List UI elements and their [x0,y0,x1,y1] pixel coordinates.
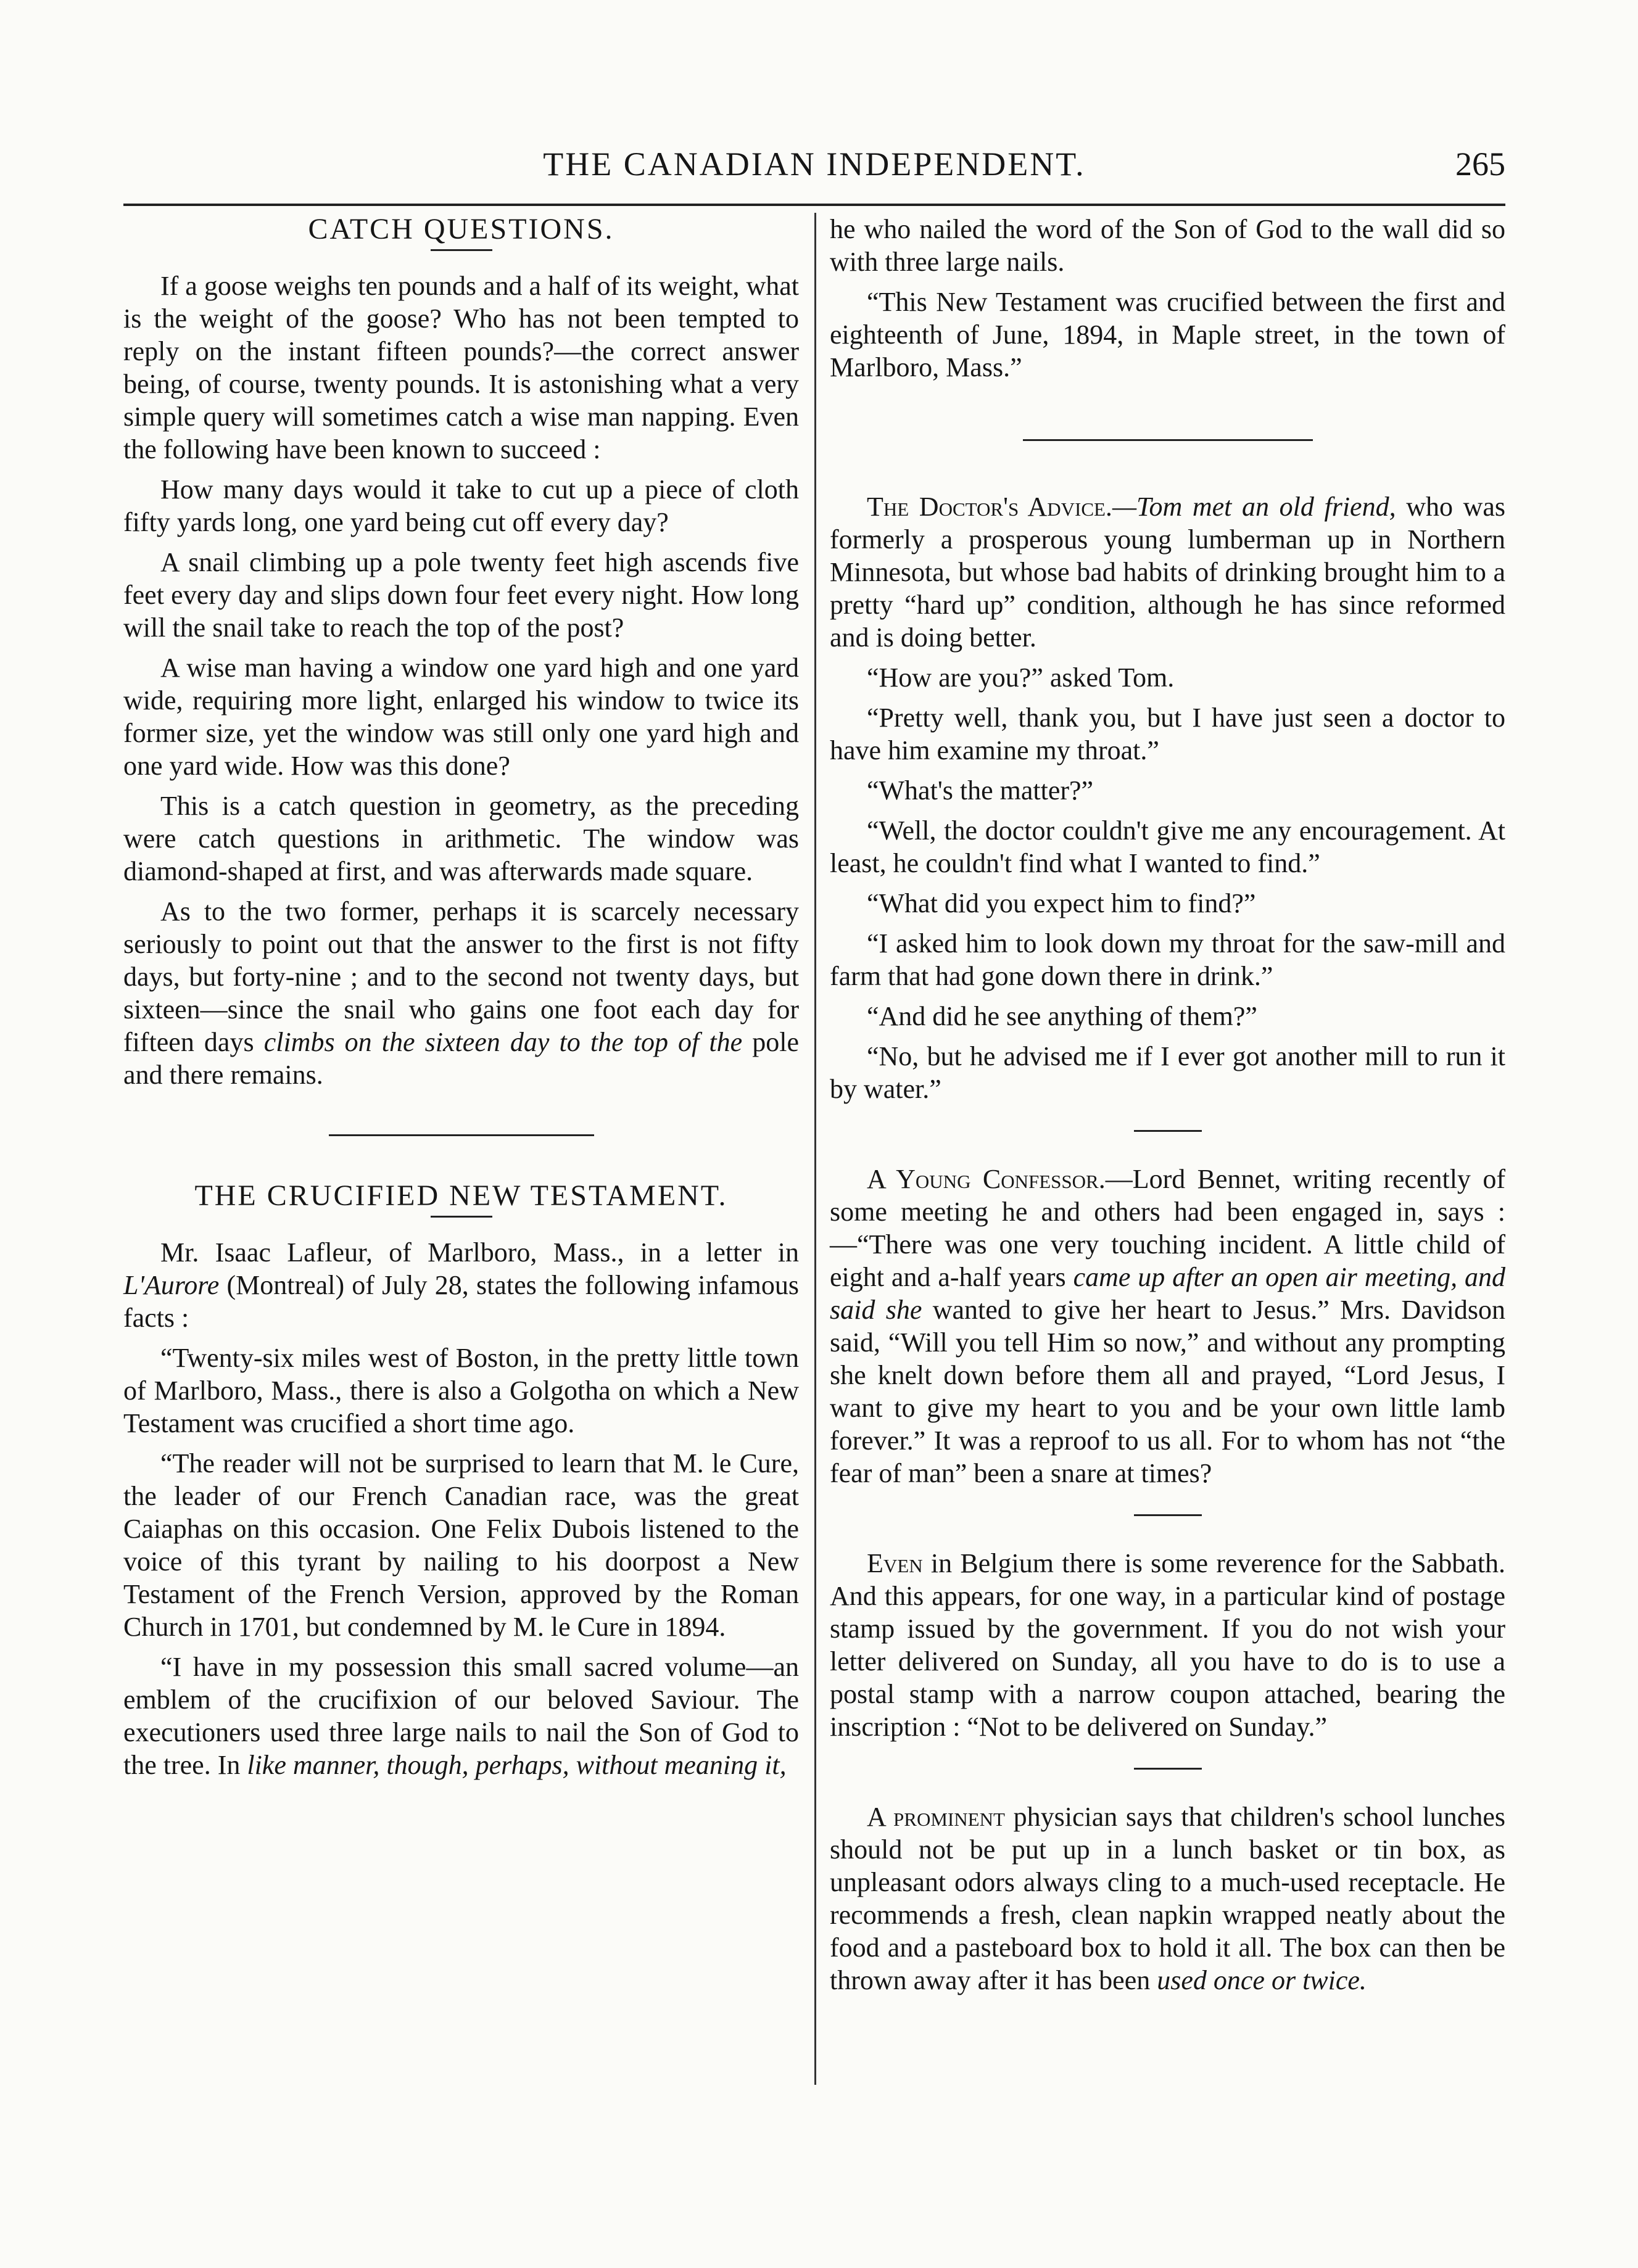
paragraph [830,1547,1505,1743]
paragraph: “What did you expect him to find?” [867,888,1256,918]
section-rule [329,1134,594,1136]
text-run: pole and there remains. [123,1027,799,1090]
section-rule [1134,1130,1202,1132]
run-in-heading: The Doctor's Advice. [867,492,1112,522]
section-rule [1134,1514,1202,1516]
text-run: —Lord Bennet, writing recently of some meeting he and others had been engaged in, says :—“There was one very touching incident. A little child of eight and a-half years [830,1164,1505,1292]
paragraph: “The reader will not be surprised to learn that M. le Cure, the leader of our French Canadian race, was the great Caiaphas on this occasion. One Felix Dubois listened to the voice of this tyrant by nailing to his doorpost a New Testament of the French Version, approved by the Roman Church in 1701, but condemned by M. le Cure in 1894. [123,1448,799,1642]
paragraph: “Pretty well, thank you, but I have just seen a doctor to have him examine my throat.” [830,703,1505,765]
run-in-heading: A Young Confessor. [867,1164,1106,1194]
running-header [123,139,1505,207]
section-heading-crucified: THE CRUCIFIED NEW TESTAMENT. [194,1179,728,1212]
paragraph: “What's the matter?” [867,775,1094,806]
italic-run: came up after an open air meeting, and said she [830,1262,1505,1325]
heading-rule [431,249,492,251]
run-in-heading: A prominent [867,1802,1005,1832]
paragraph [830,490,1505,654]
paragraph: “Twenty-six miles west of Boston, in the pretty little town of Marlboro, Mass., there is also a Golgotha on which a New Testament was crucified a short time ago. [123,1343,799,1438]
right-column [830,213,1505,1997]
paragraph [830,1800,1505,1997]
italic-run: used once or twice. [1157,1965,1367,1995]
paragraph: A wise man having a window one yard high and one yard wide, requiring more light, enlarged his window to twice its former size, yet the window was still only one yard high and one yard wide. How was this done? [123,653,799,781]
header-rule [123,204,1505,206]
paragraph: “This New Testament was crucified between the first and eighteenth of June, 1894, in Maple street, in the town of Marlboro, Mass.” [830,287,1505,382]
section-rule [1134,1768,1202,1770]
text-run: wanted to give her heart to Jesus.” Mrs. Davidson said, “Will you tell Him so now,” and without any prompting she knelt down before them all and prayed, “Lord Jesus, I want to give my heart to you and be your own little lamb forever.” It was a reproof to us all. For to whom has not “the fear of man” been a snare at times? [830,1295,1506,1488]
paragraph: A snail climbing up a pole twenty feet high ascends five feet every day and slips down four feet every night. How long will the snail take to reach the top of the post? [123,547,799,643]
text-run: As to the two former, perhaps it is scarcely necessary seriously to point out that the answer to the first is not fifty days, but forty-nine ; and to the second not twenty days, but sixteen—since the snail who gains one foot each day for fifteen days [123,896,799,1057]
paragraph: This is a catch question in geometry, as the preceding were catch questions in arithmetic. The window was diamond-shaped at first, and was afterwards made square. [123,791,799,886]
text-run: physician says that children's school lunches should not be put up in a lunch basket or tin box, as unpleasant odors always cling to a much-used receptacle. He recommends a fresh, clean napkin wrapped neatly about the food and a pasteboard box to hold it all. The box can then be thrown away after it has been [830,1802,1505,1995]
paragraph [830,1163,1505,1490]
paragraph: “How are you?” asked Tom. [867,662,1175,693]
column-divider [814,213,816,2085]
section-rule [1023,439,1313,441]
page-number: 265 [1455,146,1505,183]
paragraph: “I asked him to look down my throat for the saw-mill and farm that had gone down there in drink.” [830,928,1505,991]
paragraph: “No, but he advised me if I ever got another mill to run it by water.” [830,1041,1505,1104]
run-in-heading: Even [867,1548,923,1578]
text-run: in Belgium there is some reverence for the Sabbath. And this appears, for one way, in a particular kind of postage stamp issued by the government. If you do not wish your letter delivered on Sunday, all you have to do is to use a postal stamp with a narrow coupon attached, bearing the inscription : “Not to be delivered on Sunday.” [830,1548,1505,1742]
italic-run: L'Aurore [123,1270,220,1300]
paragraph [123,895,799,1091]
paragraph: “Well, the doctor couldn't give me any encouragement. At least, he couldn't find what I wanted to find.” [830,815,1505,878]
left-column [123,213,799,1781]
paragraph: he who nailed the word of the Son of God to the wall did so with three large nails. [830,214,1505,277]
text-run: who was formerly a prosperous young lumberman up in Northern Minnesota, but whose bad habits of drinking brought him to a pretty “hard up” condition, although he has since reformed and is doing better. [830,492,1506,653]
italic-run: climbs on the sixteen day to the top of the [263,1027,743,1057]
paragraph: How many days would it take to cut up a piece of cloth fifty yards long, one yard being cut off every day? [123,474,799,537]
paragraph: If a goose weighs ten pounds and a half of its weight, what is the weight of the goose? Who has not been tempted to reply on the instant fifteen pounds?—the correct answer being, of course, twenty pounds. It is astonishing what a very simple query will sometimes catch a wise man napping. Even the following have been known to succeed : [123,271,799,464]
text-run: “I have in my possession this small sacred volume—an emblem of the crucifixion of our beloved Saviour. The executioners used three large nails to nail the Son of God to the tree. In [123,1652,799,1780]
journal-title: THE CANADIAN INDEPENDENT. [543,146,1086,183]
section-heading-catch-questions: CATCH QUESTIONS. [308,213,614,245]
heading-rule [431,1216,492,1218]
text-run: Mr. Isaac Lafleur, of Marlboro, Mass., in a letter in [160,1237,799,1268]
text-run: (Montreal) of July 28, states the following infamous facts : [123,1270,799,1333]
paragraph [123,1236,799,1334]
italic-run: like manner, though, perhaps, without meaning it, [247,1750,787,1780]
paragraph [123,1651,799,1781]
italic-run: —Tom met an old friend, [1112,492,1396,522]
paragraph: “And did he see anything of them?” [867,1001,1257,1031]
